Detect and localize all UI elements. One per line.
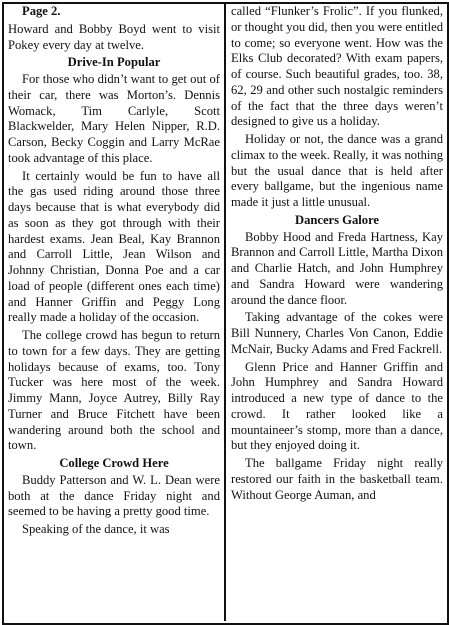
right-paragraph-4: Taking advantage of the cokes were Bill Nunnery, Charles Von Canon, Eddie McNair, Bucky Adams and Fred Fackrell. [231, 310, 443, 356]
right-paragraph-2: Holiday or not, the dance was a grand climax to the week. Really, it was nothing but the usual dance that is held after every ballgame, but the ingenious name made it just a little unusual. [231, 132, 443, 209]
right-paragraph-1: called “Flunker’s Frolic”. If you flunked, or thought you did, then you were entitled to come; so everyone went. How was the Elks Club decorated? With exam papers, of course. Such beautiful grades, too. 38, 62, 29 and other such nostalgic reminders of the fact that the three days weren’t designed to give us a holiday. [231, 4, 443, 129]
left-paragraph-5: Buddy Patterson and W. L. Dean were both at the dance Friday night and seemed to be having a pretty good time. [8, 472, 220, 519]
left-paragraph-2: For those who didn’t want to get out of their car, there was Morton’s. Dennis Womack, Tim Carlyle, Scott Blackwelder, Mary Helen Nipper, R.D. Carson, Becky Coggin and Larry McRae took advantage of this place. [8, 72, 220, 165]
right-paragraph-3: Bobby Hood and Freda Hartness, Kay Brannon and Carroll Little, Martha Dixon and Charlie Hatch, and John Humphrey and Sandra Howard were wandering around the dance floor. [231, 229, 443, 307]
left-paragraph-4: The college crowd has begun to return to town for a few days. They are getting holidays because of exams, too. Tony Tucker was here most of the week. Jimmy Mann, Joyce Autrey, Billy Ray Turner and Bruce Fitchett have been wandering around both the school and town. [8, 328, 220, 453]
heading-college-crowd-here: College Crowd Here [59, 456, 169, 470]
right-column [231, 4, 443, 505]
heading-dancers-galore: Dancers Galore [294, 212, 380, 227]
page-label: Page 2. [22, 4, 61, 18]
heading-drive-in-popular: Drive-In Popular [67, 55, 161, 70]
column-divider [224, 2, 226, 621]
left-paragraph-3: It certainly would be fun to have all the gas used riding around those three days because that is what everybody did as soon as they got through with their hardest exams. Jean Beal, Kay Brannon and Carroll Little, Jean Wilson and Johnny Christian, Donna Poe and a car load of people (different ones each time) and Hanner Griffin and Peggy Long really made a holiday of the occasion. [8, 168, 220, 325]
left-paragraph-6: Speaking of the dance, it was [22, 522, 170, 536]
right-paragraph-6: The ballgame Friday night really restored our faith in the basketball team. Without George Auman, and [231, 456, 443, 502]
left-paragraph-1: Howard and Bobby Boyd went to visit Pokey every day at twelve. [8, 21, 220, 52]
right-paragraph-5: Glenn Price and Hanner Griffin and John Humphrey and Sandra Howard introduced a new type of dance to the crowd. It rather looked like a mountaineer’s stomp, more than a dance, but they enjoyed doing it. [231, 359, 443, 453]
left-column [8, 4, 220, 540]
